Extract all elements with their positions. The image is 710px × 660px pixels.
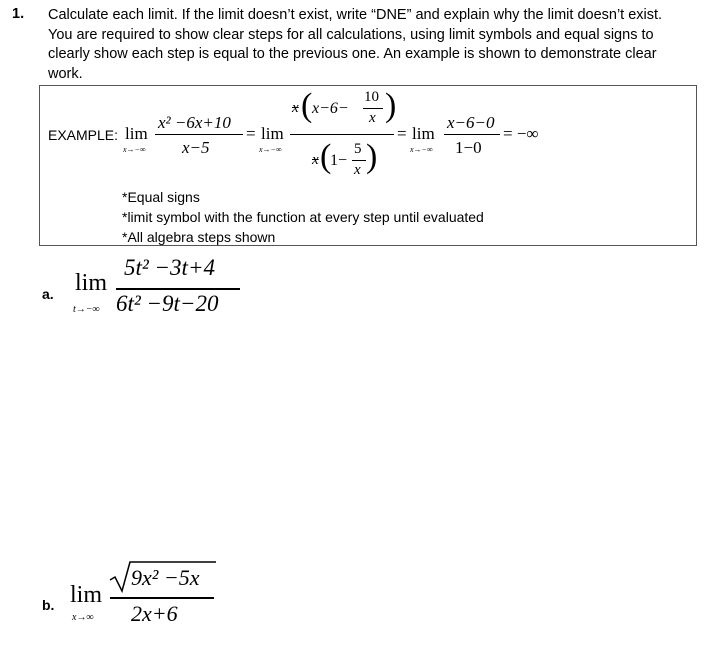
part-b-lim: lim [70, 582, 103, 608]
instruction-line: You are required to show clear steps for all calculations, using limit symbols and equal signs to [48, 26, 654, 43]
example-fraction2-denominator-body: 1− [330, 152, 348, 169]
example-notes [122, 187, 484, 247]
instructions [48, 6, 662, 84]
part-b-radicand: 9x² −5x [131, 565, 200, 590]
instruction-line: Calculate each limit. If the limit doesn’t exist, write “DNE” and explain why the limit doesn’t exist. [48, 7, 663, 23]
example-lim-subscript: x→−∞ [259, 145, 282, 154]
example-right-paren: ) [366, 138, 378, 175]
example-equals: = [246, 124, 256, 143]
example-right-paren: ) [385, 87, 397, 124]
example-cancelled-x: x [312, 152, 319, 168]
example-fraction3-bar [444, 134, 500, 135]
example-lim-subscript: x→−∞ [410, 145, 433, 154]
example-left-paren: ( [320, 138, 332, 175]
part-a-numerator: 5t² −3t+4 [124, 255, 215, 280]
example-inner-denominator: x [369, 110, 376, 126]
example-lim: lim [412, 124, 435, 143]
example-lim: lim [125, 124, 148, 143]
example-label: EXAMPLE: [48, 127, 119, 143]
note-item: *limit symbol with the function at every step until evaluated [122, 209, 484, 225]
part-b-label: b. [42, 597, 55, 613]
example-result: = −∞ [503, 124, 539, 143]
example-equals: = [397, 124, 407, 143]
example-fraction1-numerator: x² −6x+10 [158, 113, 231, 132]
part-b-lim-subscript: x→∞ [72, 612, 94, 623]
example-left-paren: ( [301, 87, 313, 124]
part-b-fraction-bar [110, 597, 214, 599]
part-b-denominator: 2x+6 [131, 601, 178, 626]
problem-number: 1. [12, 6, 25, 22]
part-a-fraction-bar [116, 288, 240, 290]
note-item: *Equal signs [122, 189, 200, 205]
part-a-lim-subscript: t→−∞ [73, 304, 100, 315]
instruction-line: clearly show each step is equal to the previous one. An example is shown to demonstrate clear [48, 46, 657, 62]
example-fraction3-denominator: 1−0 [455, 138, 482, 157]
part-a-label: a. [42, 286, 54, 302]
example-inner-bar [363, 108, 383, 109]
example-fraction2-bar [290, 134, 394, 135]
example-fraction3-numerator: x−6−0 [447, 113, 495, 132]
example-fraction2-numerator-body: x−6− [312, 100, 349, 117]
example-fraction1-denominator: x−5 [182, 138, 210, 157]
example-inner-denominator: x [354, 162, 361, 178]
example-cancelled-x: x [292, 100, 299, 116]
example-lim: lim [261, 124, 284, 143]
instruction-line: work. [48, 65, 83, 82]
example-inner-bar [352, 160, 366, 161]
part-a-denominator: 6t² −9t−20 [116, 291, 219, 316]
example-lim-subscript: x→−∞ [123, 145, 146, 154]
part-a-lim: lim [75, 270, 108, 296]
example-fraction1-bar [155, 134, 243, 135]
example-inner-numerator: 10 [364, 89, 379, 105]
note-item: *All algebra steps shown [122, 229, 276, 245]
example-inner-numerator: 5 [354, 141, 362, 157]
